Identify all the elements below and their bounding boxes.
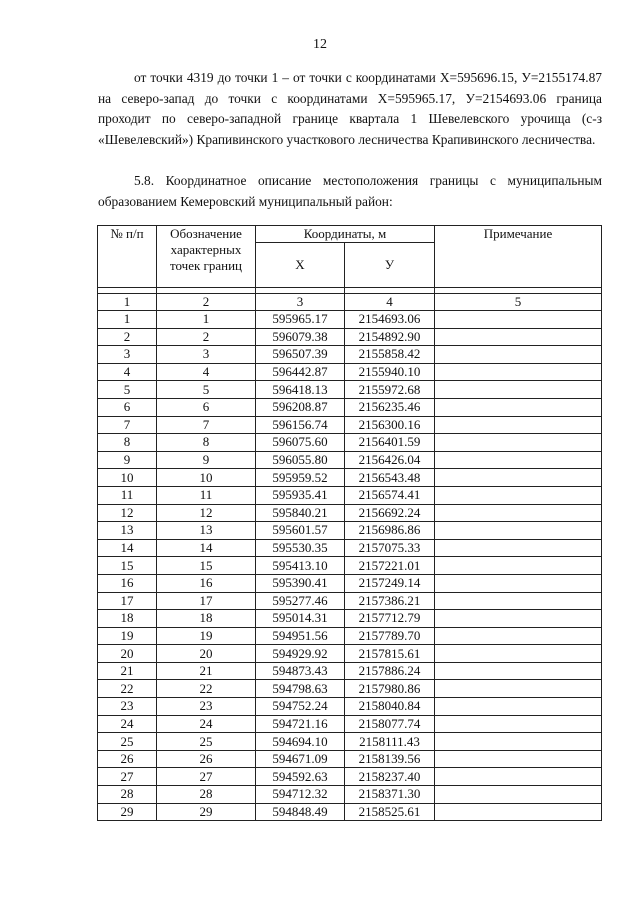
point-id-cell: 28	[157, 786, 256, 804]
point-id-cell: 25	[157, 733, 256, 751]
y-coord-cell: 2158139.56	[345, 750, 435, 768]
point-id-cell: 1	[157, 311, 256, 329]
row-num-cell: 16	[98, 574, 157, 592]
x-coord-cell: 595935.41	[256, 486, 345, 504]
paragraph-section-heading	[98, 171, 602, 212]
x-coord-cell: 594873.43	[256, 662, 345, 680]
table-row	[98, 803, 602, 821]
x-coord-cell: 594592.63	[256, 768, 345, 786]
row-num-cell: 8	[98, 434, 157, 452]
note-cell	[435, 469, 602, 487]
x-coord-cell: 596208.87	[256, 398, 345, 416]
y-coord-cell: 2158371.30	[345, 786, 435, 804]
column-numbers-row	[98, 294, 602, 311]
header-num: № п/п	[98, 226, 157, 288]
point-id-cell: 3	[157, 346, 256, 364]
row-num-cell: 19	[98, 627, 157, 645]
table-row	[98, 539, 602, 557]
x-coord-cell: 594752.24	[256, 698, 345, 716]
y-coord-cell: 2158525.61	[345, 803, 435, 821]
point-id-cell: 13	[157, 522, 256, 540]
x-coord-cell: 594929.92	[256, 645, 345, 663]
table-row	[98, 469, 602, 487]
column-number: 3	[256, 294, 345, 311]
y-coord-cell: 2154693.06	[345, 311, 435, 329]
table-row	[98, 592, 602, 610]
y-coord-cell: 2156235.46	[345, 398, 435, 416]
row-num-cell: 17	[98, 592, 157, 610]
x-coord-cell: 595601.57	[256, 522, 345, 540]
row-num-cell: 28	[98, 786, 157, 804]
row-num-cell: 9	[98, 451, 157, 469]
table-row	[98, 346, 602, 364]
x-coord-cell: 595965.17	[256, 311, 345, 329]
x-coord-cell: 596055.80	[256, 451, 345, 469]
y-coord-cell: 2158040.84	[345, 698, 435, 716]
column-number: 4	[345, 294, 435, 311]
x-coord-cell: 595413.10	[256, 557, 345, 575]
x-coord-cell: 596442.87	[256, 363, 345, 381]
x-coord-cell: 595530.35	[256, 539, 345, 557]
x-coord-cell: 595390.41	[256, 574, 345, 592]
row-num-cell: 21	[98, 662, 157, 680]
note-cell	[435, 680, 602, 698]
y-coord-cell: 2157815.61	[345, 645, 435, 663]
table-row	[98, 715, 602, 733]
x-coord-cell: 594951.56	[256, 627, 345, 645]
x-coord-cell: 595959.52	[256, 469, 345, 487]
table-row	[98, 522, 602, 540]
table-row	[98, 768, 602, 786]
table-row	[98, 786, 602, 804]
note-cell	[435, 311, 602, 329]
row-num-cell: 7	[98, 416, 157, 434]
point-id-cell: 5	[157, 381, 256, 399]
note-cell	[435, 645, 602, 663]
table-row	[98, 328, 602, 346]
row-num-cell: 20	[98, 645, 157, 663]
row-num-cell: 23	[98, 698, 157, 716]
point-id-cell: 19	[157, 627, 256, 645]
row-num-cell: 14	[98, 539, 157, 557]
row-num-cell: 25	[98, 733, 157, 751]
point-id-cell: 17	[157, 592, 256, 610]
table-row	[98, 451, 602, 469]
point-id-cell: 8	[157, 434, 256, 452]
point-id-cell: 27	[157, 768, 256, 786]
y-coord-cell: 2157221.01	[345, 557, 435, 575]
x-coord-cell: 594721.16	[256, 715, 345, 733]
note-cell	[435, 662, 602, 680]
y-coord-cell: 2157386.21	[345, 592, 435, 610]
note-cell	[435, 381, 602, 399]
note-cell	[435, 786, 602, 804]
y-coord-cell: 2157980.86	[345, 680, 435, 698]
note-cell	[435, 803, 602, 821]
y-coord-cell: 2155972.68	[345, 381, 435, 399]
row-num-cell: 12	[98, 504, 157, 522]
y-coord-cell: 2156574.41	[345, 486, 435, 504]
table-row	[98, 680, 602, 698]
point-id-cell: 24	[157, 715, 256, 733]
y-coord-cell: 2157789.70	[345, 627, 435, 645]
y-coord-cell: 2155858.42	[345, 346, 435, 364]
x-coord-cell: 595014.31	[256, 610, 345, 628]
y-coord-cell: 2154892.90	[345, 328, 435, 346]
header-coords: Координаты, м	[256, 226, 435, 243]
note-cell	[435, 398, 602, 416]
point-id-cell: 22	[157, 680, 256, 698]
table-row	[98, 486, 602, 504]
row-num-cell: 15	[98, 557, 157, 575]
header-x: Х	[256, 243, 345, 288]
note-cell	[435, 574, 602, 592]
y-coord-cell: 2156426.04	[345, 451, 435, 469]
y-coord-cell: 2156300.16	[345, 416, 435, 434]
row-num-cell: 18	[98, 610, 157, 628]
paragraph-boundary-description	[98, 68, 602, 150]
note-cell	[435, 451, 602, 469]
y-coord-cell: 2157886.24	[345, 662, 435, 680]
header-designation: Обозначение характерных точек границ	[157, 226, 256, 288]
note-cell	[435, 733, 602, 751]
paragraph-text: 5.8. Координатное описание местоположения границы с муниципальным образованием Кемеровский муниципальный район:	[98, 173, 602, 209]
table-row	[98, 363, 602, 381]
column-number: 2	[157, 294, 256, 311]
x-coord-cell: 595840.21	[256, 504, 345, 522]
y-coord-cell: 2156986.86	[345, 522, 435, 540]
note-cell	[435, 504, 602, 522]
page-number: 12	[313, 37, 327, 52]
x-coord-cell: 596075.60	[256, 434, 345, 452]
x-coord-cell: 595277.46	[256, 592, 345, 610]
point-id-cell: 11	[157, 486, 256, 504]
point-id-cell: 20	[157, 645, 256, 663]
point-id-cell: 16	[157, 574, 256, 592]
point-id-cell: 21	[157, 662, 256, 680]
note-cell	[435, 768, 602, 786]
x-coord-cell: 596156.74	[256, 416, 345, 434]
point-id-cell: 9	[157, 451, 256, 469]
paragraph-text: от точки 4319 до точки 1 – от точки с координатами Х=595696.15, У=2155174.87 на северо-запад до точки с координатами Х=595965.17, У=2154693.06 граница проходит по северо-западной границе квартала 1 Шевелевского урочища (с-з «Шевелевский») Крапивинского участкового лесничества Крапивинского лесничества.	[98, 70, 602, 147]
point-id-cell: 15	[157, 557, 256, 575]
row-num-cell: 10	[98, 469, 157, 487]
point-id-cell: 4	[157, 363, 256, 381]
row-num-cell: 5	[98, 381, 157, 399]
row-num-cell: 11	[98, 486, 157, 504]
row-num-cell: 2	[98, 328, 157, 346]
point-id-cell: 26	[157, 750, 256, 768]
note-cell	[435, 627, 602, 645]
column-number: 1	[98, 294, 157, 311]
note-cell	[435, 328, 602, 346]
row-num-cell: 6	[98, 398, 157, 416]
row-num-cell: 29	[98, 803, 157, 821]
y-coord-cell: 2156692.24	[345, 504, 435, 522]
note-cell	[435, 557, 602, 575]
row-num-cell: 3	[98, 346, 157, 364]
y-coord-cell: 2156401.59	[345, 434, 435, 452]
table-row	[98, 381, 602, 399]
table-row	[98, 662, 602, 680]
x-coord-cell: 596079.38	[256, 328, 345, 346]
x-coord-cell: 594712.32	[256, 786, 345, 804]
point-id-cell: 29	[157, 803, 256, 821]
table-row	[98, 645, 602, 663]
note-cell	[435, 522, 602, 540]
point-id-cell: 23	[157, 698, 256, 716]
row-num-cell: 1	[98, 311, 157, 329]
point-id-cell: 6	[157, 398, 256, 416]
table-row	[98, 311, 602, 329]
point-id-cell: 14	[157, 539, 256, 557]
row-num-cell: 4	[98, 363, 157, 381]
x-coord-cell: 596507.39	[256, 346, 345, 364]
table-row	[98, 610, 602, 628]
point-id-cell: 2	[157, 328, 256, 346]
x-coord-cell: 594848.49	[256, 803, 345, 821]
coordinates-table	[97, 225, 602, 821]
note-cell	[435, 363, 602, 381]
table-row	[98, 750, 602, 768]
x-coord-cell: 596418.13	[256, 381, 345, 399]
y-coord-cell: 2155940.10	[345, 363, 435, 381]
header-note: Примечание	[435, 226, 602, 288]
note-cell	[435, 486, 602, 504]
note-cell	[435, 698, 602, 716]
y-coord-cell: 2157249.14	[345, 574, 435, 592]
row-num-cell: 27	[98, 768, 157, 786]
y-coord-cell: 2157075.33	[345, 539, 435, 557]
point-id-cell: 12	[157, 504, 256, 522]
y-coord-cell: 2157712.79	[345, 610, 435, 628]
table-row	[98, 557, 602, 575]
note-cell	[435, 750, 602, 768]
table-row	[98, 627, 602, 645]
x-coord-cell: 594671.09	[256, 750, 345, 768]
column-number: 5	[435, 294, 602, 311]
table-row	[98, 416, 602, 434]
y-coord-cell: 2158111.43	[345, 733, 435, 751]
x-coord-cell: 594694.10	[256, 733, 345, 751]
row-num-cell: 26	[98, 750, 157, 768]
table-row	[98, 698, 602, 716]
y-coord-cell: 2158237.40	[345, 768, 435, 786]
table-row	[98, 733, 602, 751]
table-row	[98, 434, 602, 452]
note-cell	[435, 434, 602, 452]
point-id-cell: 18	[157, 610, 256, 628]
note-cell	[435, 346, 602, 364]
note-cell	[435, 539, 602, 557]
table-row	[98, 574, 602, 592]
table-row	[98, 398, 602, 416]
y-coord-cell: 2156543.48	[345, 469, 435, 487]
note-cell	[435, 715, 602, 733]
note-cell	[435, 592, 602, 610]
row-num-cell: 13	[98, 522, 157, 540]
note-cell	[435, 610, 602, 628]
table-row	[98, 504, 602, 522]
row-num-cell: 24	[98, 715, 157, 733]
point-id-cell: 7	[157, 416, 256, 434]
x-coord-cell: 594798.63	[256, 680, 345, 698]
header-y: У	[345, 243, 435, 288]
point-id-cell: 10	[157, 469, 256, 487]
note-cell	[435, 416, 602, 434]
y-coord-cell: 2158077.74	[345, 715, 435, 733]
row-num-cell: 22	[98, 680, 157, 698]
